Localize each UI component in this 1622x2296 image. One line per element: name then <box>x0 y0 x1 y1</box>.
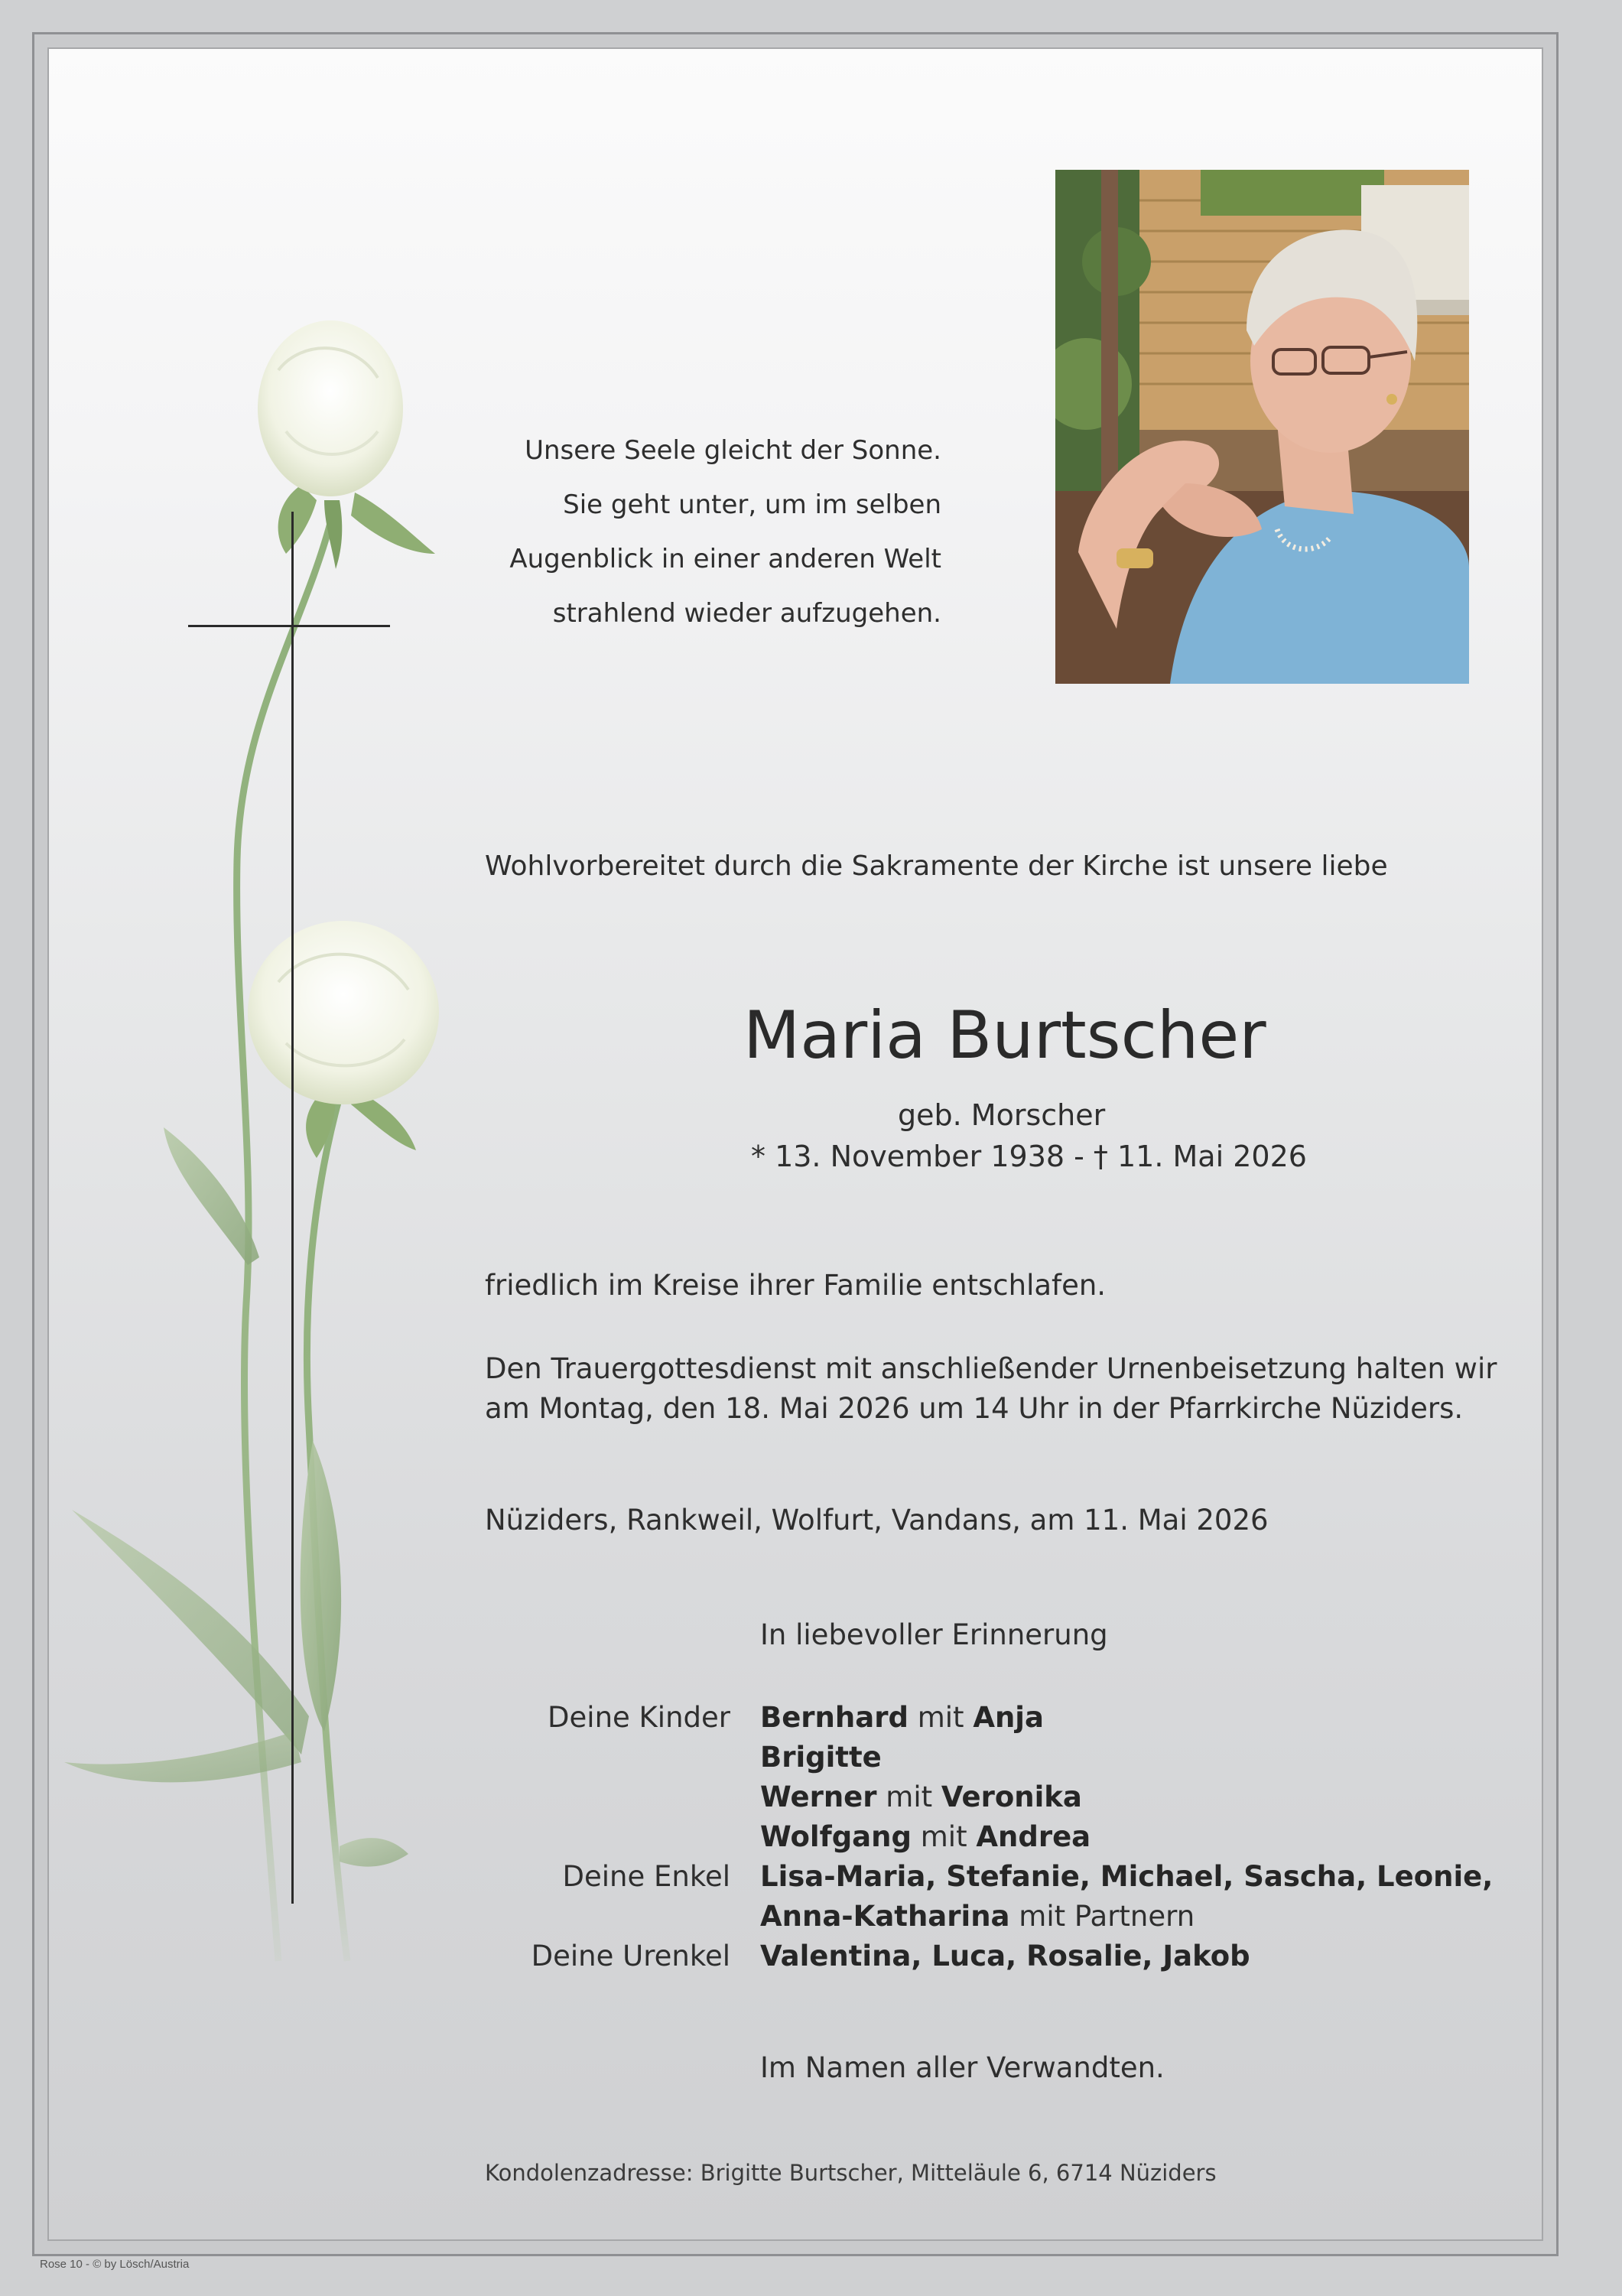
cross-horizontal <box>188 625 390 627</box>
child-name: Bernhard <box>760 1701 909 1734</box>
family-row <box>49 1857 1543 1897</box>
leaf <box>301 1441 341 1732</box>
child-entry <box>760 1738 882 1777</box>
family-row <box>49 1738 1543 1777</box>
greatgrandchildren-names: Valentina, Luca, Rosalie, Jakob <box>760 1940 1250 1972</box>
child-entry <box>760 1777 1082 1817</box>
sepal <box>278 485 317 554</box>
child-name: Brigitte <box>760 1741 882 1774</box>
cross-vertical <box>291 512 294 1904</box>
partner-name: Andrea <box>976 1820 1091 1853</box>
family-row <box>49 1817 1543 1857</box>
greatgrandchildren-label: Deine Urenkel <box>531 1940 730 1972</box>
child-name: Wolfgang <box>760 1820 912 1853</box>
connector: mit <box>920 1820 967 1853</box>
family-row <box>49 1777 1543 1817</box>
funeral-line: Den Trauergottesdienst mit anschließender Urnenbeisetzung halten wir <box>485 1352 1497 1385</box>
family-row <box>49 1897 1543 1937</box>
on-behalf-text: Im Namen aller Verwandten. <box>760 2051 1165 2084</box>
places-and-date: Nüziders, Rankweil, Wolfurt, Vandans, am 11. Mai 2026 <box>485 1504 1269 1537</box>
child-name: Werner <box>760 1781 877 1813</box>
children-label: Deine Kinder <box>548 1701 730 1734</box>
funeral-service-text <box>485 1349 1497 1429</box>
family-row <box>49 1698 1543 1738</box>
poem-line: Augenblick in einer anderen Welt <box>509 544 941 574</box>
lower-rose-bloom <box>248 921 439 1104</box>
design-credit: Rose 10 - © by Lösch/Austria <box>40 2258 190 2271</box>
passing-text: friedlich im Kreise ihrer Familie entschlafen. <box>485 1269 1107 1302</box>
condolence-address: Kondolenzadresse: Brigitte Burtscher, Mitteläule 6, 6714 Nüziders <box>485 2160 1217 2186</box>
portrait-photo <box>1055 170 1469 684</box>
child-entry <box>760 1817 1091 1857</box>
obituary-card <box>47 47 1543 2241</box>
deceased-name: Maria Burtscher <box>743 997 1266 1074</box>
partner-name: Veronika <box>941 1781 1082 1813</box>
poem-line: Sie geht unter, um im selben <box>563 489 941 520</box>
sepal <box>351 493 435 554</box>
intro-text: Wohlvorbereitet durch die Sakramente der Kirche ist unsere liebe <box>485 850 1388 882</box>
poem-line: strahlend wieder aufzugehen. <box>552 598 941 629</box>
child-entry <box>760 1698 1044 1738</box>
partner-name: Anja <box>973 1701 1044 1734</box>
grandchildren-names: Anna-Katharina mit Partnern <box>760 1900 1195 1933</box>
funeral-line: am Montag, den 18. Mai 2026 um 14 Uhr in der Pfarrkirche Nüziders. <box>485 1392 1464 1425</box>
family-row <box>49 1937 1543 1976</box>
grandchildren-label: Deine Enkel <box>562 1860 730 1893</box>
connector: mit <box>917 1701 964 1734</box>
grandchildren-names: Lisa-Maria, Stefanie, Michael, Sascha, Leonie, <box>760 1860 1494 1893</box>
poem-line: Unsere Seele gleicht der Sonne. <box>525 435 941 466</box>
connector: mit <box>886 1781 933 1813</box>
poem <box>509 424 941 641</box>
birth-name: geb. Morscher <box>898 1098 1106 1132</box>
memory-line: In liebevoller Erinnerung <box>760 1618 1108 1651</box>
life-dates: * 13. November 1938 - † 11. Mai 2026 <box>751 1140 1307 1173</box>
